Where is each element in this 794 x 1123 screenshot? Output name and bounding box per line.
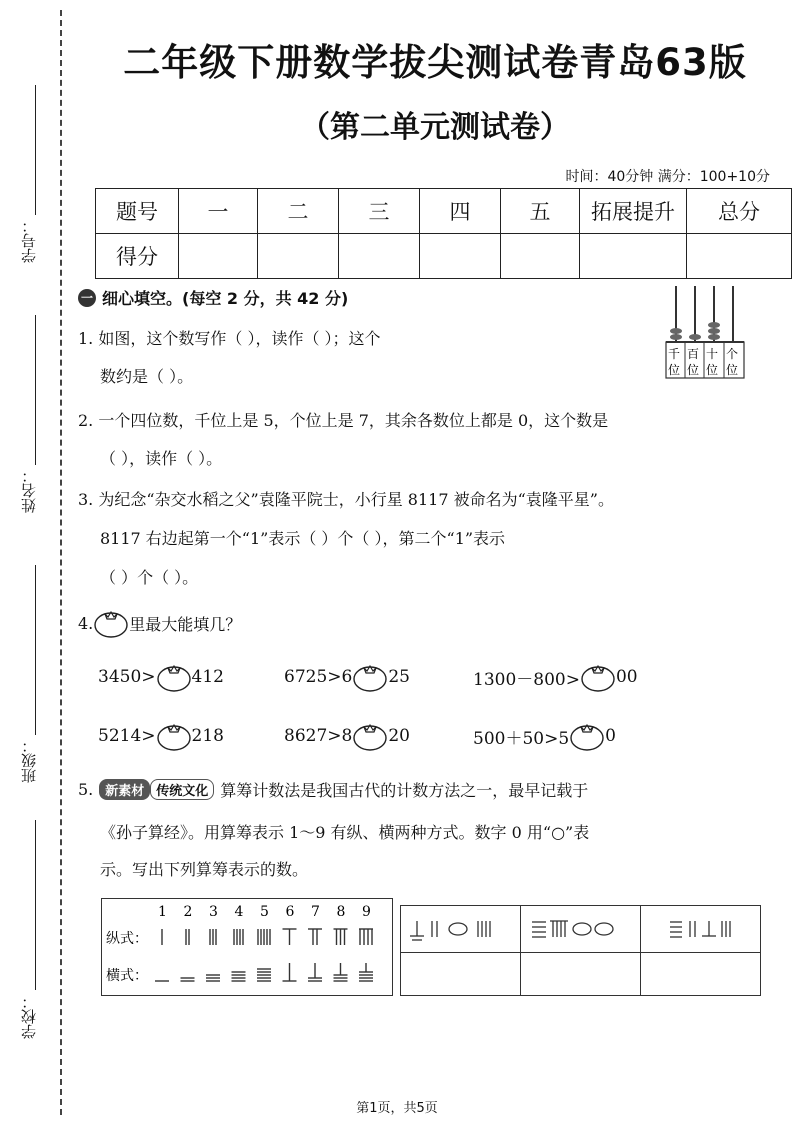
abacus-label-qian-1: 千 — [668, 347, 681, 361]
horizontal-form-label: 横式： — [106, 968, 148, 984]
class-label: 班级： — [20, 738, 38, 783]
question-5-line1 — [78, 778, 588, 801]
abacus-label-wei-1: 位 — [668, 363, 681, 377]
student-id-line[interactable] — [35, 85, 36, 215]
question-5-text-1: 算筹计数法是我国古代的计数方法之一，最早记载于 — [220, 781, 589, 800]
abacus-rod-tens — [708, 286, 720, 342]
inequality-left: 500＋50>5 — [473, 728, 570, 749]
horizontal-rod-numeral — [206, 975, 220, 981]
score-header-cell: 总分 — [687, 189, 792, 234]
vertical-rod-numeral — [234, 929, 243, 945]
inequality-right: 25 — [388, 667, 410, 687]
name-line[interactable] — [35, 315, 36, 465]
vertical-rod-numeral — [210, 929, 216, 945]
inequality-right: 218 — [191, 726, 224, 746]
vertical-rod-numeral — [283, 929, 297, 945]
inequality-left: 1300－800> — [473, 669, 580, 690]
score-cell[interactable] — [501, 234, 580, 279]
inequality-right: 20 — [388, 726, 410, 746]
question-2-line2: （ ），读作（ ）。 — [100, 449, 223, 468]
inequality-item — [98, 721, 224, 751]
section-heading — [78, 286, 348, 309]
score-cell[interactable] — [179, 234, 258, 279]
rod-number-a — [402, 907, 519, 947]
rod-answer-row — [401, 953, 761, 996]
class-line[interactable] — [35, 565, 36, 735]
new-material-tag: 新素材 — [99, 779, 150, 800]
question-4-prompt — [78, 608, 241, 638]
score-cell[interactable] — [339, 234, 420, 279]
score-cell[interactable] — [420, 234, 501, 279]
page-title: 二年级下册数学拔尖测试卷青岛63版 — [123, 41, 747, 84]
inequality-item — [284, 721, 410, 751]
inequality-left: 3450> — [98, 667, 156, 687]
vertical-rod-numeral — [186, 929, 189, 945]
vertical-rod-numeral — [334, 929, 348, 945]
inequality-left: 8627>8 — [284, 726, 353, 746]
tomato-blank-icon[interactable] — [156, 662, 192, 692]
traditional-culture-tag: 传统文化 — [150, 779, 214, 800]
score-cell[interactable] — [580, 234, 687, 279]
score-row-label: 得分 — [96, 234, 179, 279]
score-header-cell: 题号 — [96, 189, 179, 234]
score-table-header-row — [96, 189, 792, 234]
tomato-blank-icon[interactable] — [352, 721, 388, 751]
page-subtitle: （第二单元测试卷） — [300, 110, 570, 145]
student-id-label: 学号： — [20, 218, 38, 263]
rod-digit-label: 6 — [285, 904, 295, 920]
inequality-item — [98, 662, 224, 692]
section-number-badge: 一 — [78, 289, 96, 307]
cut-line — [60, 10, 62, 1115]
question-3-line2: 8117 右边起第一个“1”表示（ ）个（ ），第二个“1”表示 — [100, 529, 506, 548]
vertical-rod-numeral — [308, 929, 322, 945]
rod-number-b — [522, 907, 639, 947]
inequality-left: 6725>6 — [284, 667, 353, 687]
tomato-blank-icon[interactable] — [352, 662, 388, 692]
rod-digit-label: 3 — [209, 904, 218, 920]
binding-margin — [0, 0, 70, 1123]
inequality-item — [473, 662, 638, 692]
rod-digit-label: 1 — [158, 904, 167, 920]
question-3-line1: 3. 为纪念“杂交水稻之父”袁隆平院士，小行星 8117 被命名为“袁隆平星”。 — [78, 490, 614, 509]
rod-digit-label: 4 — [234, 904, 244, 920]
inequality-item — [473, 721, 616, 751]
score-header-cell: 三 — [339, 189, 420, 234]
score-header-cell: 一 — [179, 189, 258, 234]
question-3-line3: （ ）个（ ）。 — [100, 568, 199, 587]
inequality-right: 0 — [605, 726, 616, 746]
section-title: 细心填空。(每空 2 分，共 42 分) — [102, 289, 349, 308]
rod-digit-label: 2 — [183, 904, 193, 920]
abacus-label-wei-4: 位 — [726, 363, 739, 377]
question-4-number: 4. — [78, 613, 94, 633]
tomato-blank-icon[interactable] — [156, 721, 192, 751]
school-label: 学校： — [20, 994, 38, 1039]
tomato-blank-icon[interactable] — [569, 721, 605, 751]
horizontal-rod-numeral — [334, 963, 348, 981]
score-cell[interactable] — [258, 234, 339, 279]
rod-answer-cell[interactable] — [401, 953, 521, 996]
horizontal-rod-numeral — [359, 963, 373, 981]
horizontal-rod-numeral — [232, 972, 246, 981]
vertical-form-label: 纵式： — [106, 931, 148, 947]
score-header-cell: 拓展提升 — [580, 189, 687, 234]
score-cell[interactable] — [687, 234, 792, 279]
score-header-cell: 五 — [501, 189, 580, 234]
question-4-text: 里最大能填几？ — [129, 614, 242, 634]
rod-question-cell — [401, 906, 521, 953]
school-line[interactable] — [35, 820, 36, 990]
score-header-cell: 二 — [258, 189, 339, 234]
abacus-label-wei-2: 位 — [687, 363, 700, 377]
inequality-right: 00 — [615, 667, 638, 687]
rod-question-cell — [521, 906, 641, 953]
question-5-number: 5. — [78, 780, 94, 799]
vertical-rod-numeral — [359, 929, 373, 945]
inequality-item — [284, 662, 410, 692]
rod-number-c — [642, 907, 759, 947]
abacus-label-wei-3: 位 — [706, 363, 719, 377]
name-label: 姓名： — [20, 468, 38, 513]
abacus-figure — [664, 282, 746, 382]
rod-digit-label: 9 — [362, 904, 371, 920]
abacus-label-ge: 个 — [726, 347, 739, 361]
score-table-score-row — [96, 234, 792, 279]
rod-question-cell — [641, 906, 761, 953]
rod-answer-cell[interactable] — [641, 953, 761, 996]
page-footer: 第1页，共5页 — [356, 1101, 438, 1116]
vertical-rod-numeral — [258, 929, 270, 945]
horizontal-rod-numeral — [308, 963, 322, 981]
rod-answer-cell[interactable] — [521, 953, 641, 996]
exam-meta: 时间：40分钟 满分：100+10分 — [565, 169, 770, 185]
rod-question-row — [401, 906, 761, 953]
question-1-line1: 1. 如图，这个数写作（ ），读作（ ）；这个 — [78, 329, 381, 348]
inequality-left: 5214> — [98, 726, 156, 746]
abacus-rod-hundreds — [689, 286, 701, 342]
rod-digit-label: 8 — [336, 904, 346, 920]
rod-answer-table — [400, 905, 761, 996]
tomato-blank-icon[interactable] — [580, 662, 616, 692]
tomato-icon — [93, 608, 129, 638]
question-1-line2: 数约是（ ）。 — [100, 367, 194, 386]
rod-numeral-reference — [101, 898, 393, 996]
abacus-label-bai: 百 — [687, 347, 700, 361]
question-2-line1: 2. 一个四位数，千位上是 5，个位上是 7，其余各数位上都是 0，这个数是 — [78, 411, 609, 430]
rod-digit-label: 5 — [260, 904, 269, 920]
abacus-label-shi: 十 — [706, 347, 719, 361]
rod-digit-label: 7 — [311, 904, 320, 920]
score-header-cell: 四 — [420, 189, 501, 234]
abacus-rod-thousands — [670, 286, 682, 342]
inequality-right: 412 — [191, 667, 224, 687]
horizontal-rod-numeral — [181, 978, 195, 981]
question-5-line2: 《孙子算经》。用算筹表示 1～9 有纵、横两种方式。数字 0 用“○”表 — [100, 823, 590, 842]
question-5-line3: 示。写出下列算筹表示的数。 — [100, 860, 309, 879]
rod-numeral-figure — [102, 899, 392, 995]
score-table — [95, 188, 792, 279]
horizontal-rod-numeral — [257, 969, 271, 981]
horizontal-rod-numeral — [283, 963, 297, 981]
